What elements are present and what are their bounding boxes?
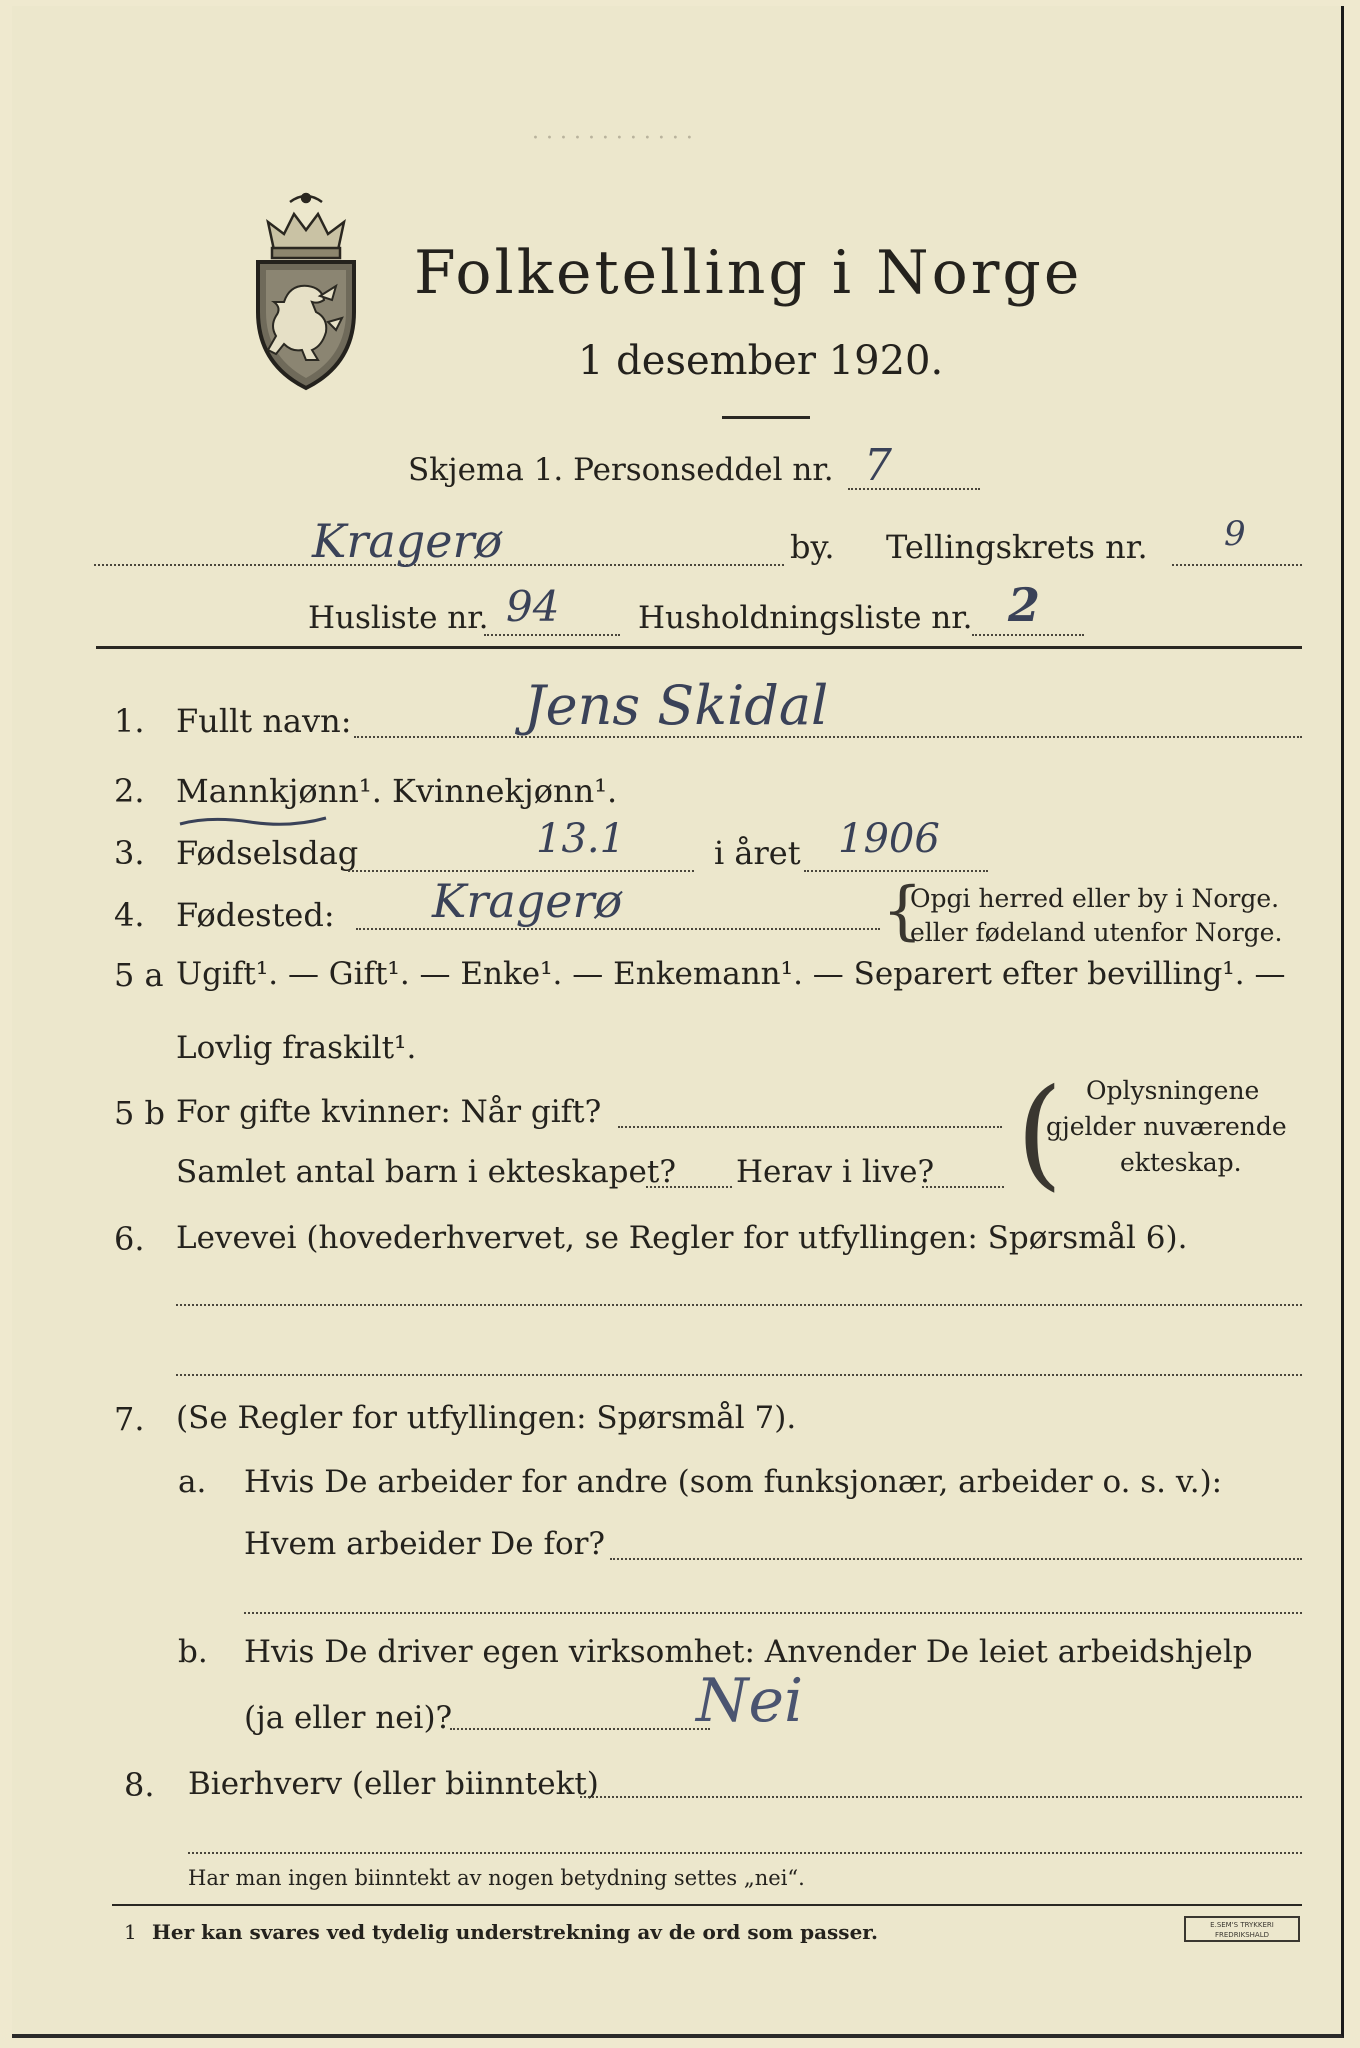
q6-line1 xyxy=(176,1304,1302,1306)
footnote-text: Her kan svares ved tydelig understrekning av de ord som passer. xyxy=(152,1920,878,1944)
q5b-children-label: Samlet antal barn i ekteskapet? xyxy=(176,1154,676,1190)
husholdningsliste-number[interactable]: 2 xyxy=(1008,578,1041,632)
form-title: Folketelling i Norge xyxy=(414,238,1083,308)
husliste-number[interactable]: 94 xyxy=(506,582,560,631)
footer-note: Har man ingen biinntekt av nogen betydning settes „nei“. xyxy=(188,1866,805,1890)
q1-full-name[interactable]: Jens Skidal xyxy=(524,674,829,737)
personseddel-number[interactable]: 7 xyxy=(864,440,892,491)
q3-year-label: i året xyxy=(714,834,801,872)
q7a-employer-label: Hvem arbeider De for? xyxy=(244,1526,606,1562)
q7-number: 7. xyxy=(114,1400,145,1438)
q7a-employer-line2 xyxy=(244,1612,1302,1614)
mannkjonn-underline xyxy=(178,814,328,834)
q8-label: Bierhverv (eller biinntekt) xyxy=(188,1766,599,1802)
husholdningsliste-line xyxy=(972,634,1084,636)
q7a-employer-line xyxy=(610,1558,1302,1560)
q3-number: 3. xyxy=(114,834,145,872)
q3-birth-year[interactable]: 1906 xyxy=(838,816,940,862)
bleed-through-text: · · · · · · · · · · · · xyxy=(532,126,693,151)
q5b-when-married-line xyxy=(618,1126,1002,1128)
q5b-alive-line xyxy=(922,1186,1004,1188)
q5b-note-line2: gjelder nuværende xyxy=(1046,1112,1287,1141)
tellingskrets-line xyxy=(1172,564,1302,566)
q6-number: 6. xyxy=(114,1220,145,1258)
q8-line2 xyxy=(188,1852,1302,1854)
q5a-marital-options-cont: Lovlig fraskilt¹. xyxy=(176,1030,417,1066)
q5b-children-line xyxy=(646,1186,732,1188)
q7b-letter: b. xyxy=(178,1634,208,1670)
footnote-number: 1 xyxy=(124,1920,137,1944)
q8-line1 xyxy=(580,1796,1302,1798)
title-divider xyxy=(722,416,810,419)
q4-note-line2: eller fødeland utenfor Norge. xyxy=(910,918,1283,947)
q7b-yes-no-label: (ja eller nei)? xyxy=(244,1700,453,1736)
tellingskrets-number[interactable]: 9 xyxy=(1224,514,1246,554)
footer-divider xyxy=(112,1904,1302,1906)
q2-gender-options: Mannkjønn¹. Kvinnekjønn¹. xyxy=(176,772,618,810)
tellingskrets-label: Tellingskrets nr. xyxy=(886,528,1148,566)
q1-label: Fullt navn: xyxy=(176,702,352,740)
q7b-line1: Hvis De driver egen virksomhet: Anvender De leiet arbeidshjelp xyxy=(244,1634,1253,1670)
q6-label: Levevei (hovederhvervet, se Regler for utfyllingen: Spørsmål 6). xyxy=(176,1220,1188,1256)
q2-number: 2. xyxy=(114,772,145,810)
q3-label: Fødselsdag xyxy=(176,834,359,872)
q3-birth-date[interactable]: 13.1 xyxy=(536,816,626,862)
city-by-label: by. xyxy=(790,528,835,566)
q6-line2 xyxy=(176,1374,1302,1376)
q7-label: (Se Regler for utfyllingen: Spørsmål 7). xyxy=(176,1400,797,1436)
schema-label: Skjema 1. Personseddel nr. xyxy=(408,452,834,488)
q3-year-line xyxy=(804,870,988,872)
husholdningsliste-label: Husholdningsliste nr. xyxy=(638,600,973,636)
q5a-number: 5 a xyxy=(114,956,164,994)
coat-of-arms-icon xyxy=(244,192,368,392)
q4-brace: { xyxy=(882,874,923,948)
q3-date-line xyxy=(348,870,694,872)
q7b-yes-no-line xyxy=(450,1728,710,1730)
q7a-line1: Hvis De arbeider for andre (som funksjonær, arbeider o. s. v.): xyxy=(244,1464,1223,1500)
printer-stamp: E.SEM'S TRYKKERI FREDRIKSHALD xyxy=(1184,1916,1300,1942)
census-form-page xyxy=(12,6,1344,2038)
q5b-alive-label: Herav i live? xyxy=(736,1154,935,1190)
header-divider xyxy=(96,646,1302,649)
q7a-letter: a. xyxy=(178,1464,207,1500)
q5b-brace: ( xyxy=(1016,1064,1063,1203)
q5b-note-line3: ekteskap. xyxy=(1120,1148,1242,1177)
q8-number: 8. xyxy=(124,1766,155,1804)
q4-note-line1: Opgi herred eller by i Norge. xyxy=(910,884,1280,913)
q5b-number: 5 b xyxy=(114,1094,166,1132)
q4-label: Fødested: xyxy=(176,896,335,934)
q5a-marital-options: Ugift¹. — Gift¹. — Enke¹. — Enkemann¹. — Separert efter bevilling¹. — xyxy=(176,956,1286,992)
census-date: 1 desember 1920. xyxy=(578,338,944,384)
q5b-note-line1: Oplysningene xyxy=(1086,1076,1260,1105)
city-name[interactable]: Kragerø xyxy=(312,514,503,568)
q1-number: 1. xyxy=(114,702,145,740)
q4-number: 4. xyxy=(114,896,145,934)
husliste-label: Husliste nr. xyxy=(308,600,489,636)
q5b-when-married-label: For gifte kvinner: Når gift? xyxy=(176,1094,602,1130)
q4-birthplace[interactable]: Kragerø xyxy=(432,874,623,928)
husliste-line xyxy=(484,634,620,636)
q7b-answer[interactable]: Nei xyxy=(696,1666,804,1736)
q4-line xyxy=(356,928,880,930)
